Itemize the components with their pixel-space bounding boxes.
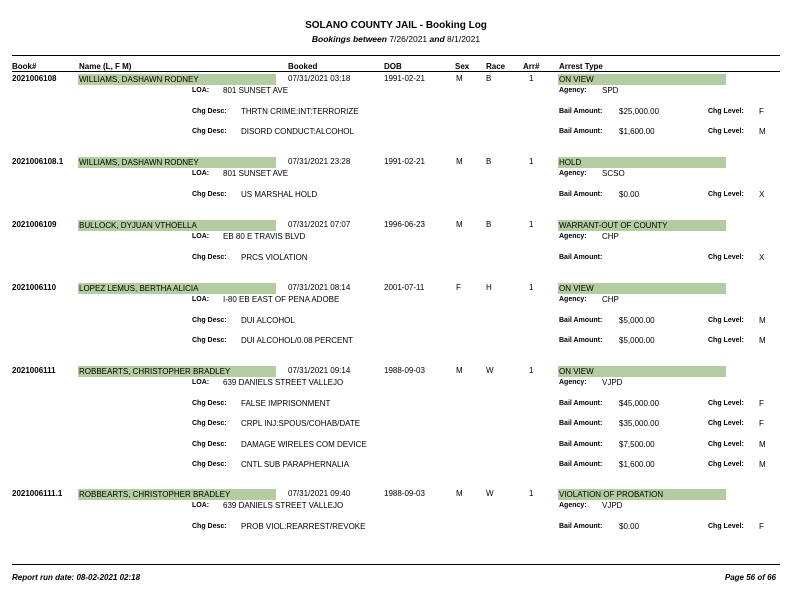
booked-datetime: 07/31/2021 03:18 (288, 74, 351, 83)
chg-level-label: Chg Level: (708, 254, 744, 261)
charge-level: M (759, 460, 766, 469)
race: W (486, 489, 494, 498)
inmate-name: ROBBEARTS, CHRISTOPHER BRADLEY (79, 367, 231, 376)
bail-amount: $1,600.00 (619, 460, 655, 469)
chg-level-label: Chg Level: (708, 461, 744, 468)
chg-desc-label: Chg Desc: (192, 254, 227, 261)
inmate-name: LOPEZ LEMUS, BERTHA ALICIA (79, 284, 199, 293)
agency-label: Agency: (559, 379, 587, 386)
location-of-arrest: 639 DANIELS STREET VALLEJO (223, 378, 344, 387)
chg-level-label: Chg Level: (708, 523, 744, 530)
charge-description: DISORD CONDUCT:ALCOHOL (241, 127, 354, 136)
book-number: 2021006111.1 (12, 489, 63, 498)
inmate-name: WILLIAMS, DASHAWN RODNEY (79, 75, 199, 84)
chg-desc-label: Chg Desc: (192, 108, 227, 115)
arrest-number: 1 (529, 283, 534, 292)
race: H (486, 283, 492, 292)
col-header-book: Book# (12, 62, 37, 71)
location-of-arrest: 801 SUNSET AVE (223, 169, 289, 178)
chg-desc-label: Chg Desc: (192, 400, 227, 407)
date-of-birth: 1991-02-21 (384, 74, 425, 83)
agency: CHP (602, 295, 619, 304)
book-number: 2021006111 (12, 366, 56, 375)
book-number: 2021006108.1 (12, 157, 64, 166)
charge-level: X (759, 253, 765, 262)
arrest-type: ON VIEW (559, 367, 594, 376)
loa-label: LOA: (192, 233, 210, 240)
bail-amount-label: Bail Amount: (559, 337, 603, 344)
inmate-name: BULLOCK, DYJUAN VTHOELLA (79, 221, 197, 230)
arrest-type: ON VIEW (559, 284, 594, 293)
charge-level: M (759, 336, 766, 345)
page-number: Page 56 of 66 (724, 573, 776, 582)
charge-level: F (759, 522, 764, 531)
inmate-name-highlight (78, 220, 276, 231)
chg-desc-label: Chg Desc: (192, 337, 227, 344)
arrest-number: 1 (529, 157, 534, 166)
charge-description: FALSE IMPRISONMENT (241, 399, 331, 408)
bail-amount-label: Bail Amount: (559, 128, 603, 135)
charge-description: DUI ALCOHOL/0.08 PERCENT (241, 336, 354, 345)
agency-label: Agency: (559, 502, 587, 509)
race: B (486, 220, 492, 229)
agency: VJPD (602, 378, 623, 387)
sex: M (456, 366, 463, 375)
arrest-number: 1 (529, 366, 534, 375)
loa-label: LOA: (192, 296, 210, 303)
bail-amount-label: Bail Amount: (559, 461, 603, 468)
bail-amount: $45,000.00 (619, 399, 660, 408)
charge-level: M (759, 316, 766, 325)
bail-amount: $7,500.00 (619, 440, 655, 449)
race: W (486, 366, 494, 375)
bail-amount: $0.00 (619, 190, 640, 199)
arrest-type-highlight (558, 157, 726, 168)
chg-desc-label: Chg Desc: (192, 191, 227, 198)
book-number: 2021006109 (12, 220, 57, 229)
sex: F (456, 283, 461, 292)
arrest-type-highlight (558, 366, 726, 377)
agency: CHP (602, 232, 619, 241)
chg-desc-label: Chg Desc: (192, 317, 227, 324)
bail-amount-label: Bail Amount: (559, 108, 603, 115)
arrest-type: ON VIEW (559, 75, 594, 84)
arrest-type: HOLD (559, 158, 582, 167)
book-number: 2021006110 (12, 283, 57, 292)
arrest-type-highlight (558, 74, 726, 85)
chg-level-label: Chg Level: (708, 337, 744, 344)
date-of-birth: 1991-02-21 (384, 157, 425, 166)
chg-level-label: Chg Level: (708, 420, 744, 427)
report-subtitle (0, 34, 792, 44)
bail-amount: $35,000.00 (619, 419, 660, 428)
col-header-sex: Sex (455, 62, 470, 71)
booked-datetime: 07/31/2021 23:28 (288, 157, 351, 166)
chg-level-label: Chg Level: (708, 441, 744, 448)
loa-label: LOA: (192, 379, 210, 386)
chg-level-label: Chg Level: (708, 108, 744, 115)
chg-desc-label: Chg Desc: (192, 523, 227, 530)
inmate-name: WILLIAMS, DASHAWN RODNEY (79, 158, 199, 167)
charge-level: X (759, 190, 765, 199)
charge-description: PROB VIOL:REARREST/REVOKE (241, 522, 366, 531)
booked-datetime: 07/31/2021 07:07 (288, 220, 351, 229)
agency-label: Agency: (559, 296, 587, 303)
charge-description: DUI ALCOHOL (241, 316, 295, 325)
charge-description: CNTL SUB PARAPHERNALIA (241, 460, 350, 469)
date-of-birth: 2001-07-11 (384, 283, 425, 292)
header-rule-bottom (12, 71, 780, 72)
arrest-type-highlight (558, 489, 726, 500)
col-header-arr: Arr# (523, 62, 540, 71)
charge-description: CRPL INJ:SPOUS/COHAB/DATE (241, 419, 361, 428)
loa-label: LOA: (192, 87, 210, 94)
bail-amount: $0.00 (619, 522, 640, 531)
inmate-name-highlight (78, 366, 276, 377)
arrest-type: VIOLATION OF PROBATION (559, 490, 664, 499)
col-header-dob: DOB (384, 62, 402, 71)
booked-datetime: 07/31/2021 09:14 (288, 366, 351, 375)
col-header-race: Race (486, 62, 506, 71)
agency: VJPD (602, 501, 623, 510)
race: B (486, 157, 492, 166)
loa-label: LOA: (192, 502, 210, 509)
agency-label: Agency: (559, 170, 587, 177)
chg-desc-label: Chg Desc: (192, 420, 227, 427)
charge-level: F (759, 419, 764, 428)
charge-description: THRTN CRIME:INT:TERRORIZE (241, 107, 359, 116)
charge-level: F (759, 399, 764, 408)
chg-desc-label: Chg Desc: (192, 441, 227, 448)
arrest-type: WARRANT-OUT OF COUNTY (559, 221, 668, 230)
agency: SPD (602, 86, 619, 95)
col-header-name: Name (L, F M) (79, 62, 132, 71)
chg-level-label: Chg Level: (708, 191, 744, 198)
date-of-birth: 1988-09-03 (384, 489, 425, 498)
sex: M (456, 157, 463, 166)
chg-level-label: Chg Level: (708, 128, 744, 135)
bail-amount: $5,000.00 (619, 316, 655, 325)
chg-level-label: Chg Level: (708, 317, 744, 324)
chg-desc-label: Chg Desc: (192, 461, 227, 468)
bail-amount: $1,600.00 (619, 127, 655, 136)
date-of-birth: 1988-09-03 (384, 366, 425, 375)
date-of-birth: 1996-06-23 (384, 220, 425, 229)
charge-description: PRCS VIOLATION (241, 253, 308, 262)
charge-description: US MARSHAL HOLD (241, 190, 318, 199)
subtitle-and: and (429, 34, 445, 44)
location-of-arrest: 639 DANIELS STREET VALLEJO (223, 501, 344, 510)
sex: M (456, 220, 463, 229)
charge-level: M (759, 127, 766, 136)
sex: M (456, 489, 463, 498)
charge-level: F (759, 107, 764, 116)
report-title: SOLANO COUNTY JAIL - Booking Log (305, 20, 487, 31)
inmate-name: ROBBEARTS, CHRISTOPHER BRADLEY (79, 490, 231, 499)
subtitle-prefix: Bookings between (311, 34, 387, 44)
chg-desc-label: Chg Desc: (192, 128, 227, 135)
col-header-arrest-type: Arrest Type (559, 62, 603, 71)
bail-amount-label: Bail Amount: (559, 441, 603, 448)
arrest-number: 1 (529, 220, 534, 229)
arrest-type-highlight (558, 220, 726, 231)
col-header-booked: Booked (288, 62, 318, 71)
bail-amount-label: Bail Amount: (559, 523, 603, 530)
race: B (486, 74, 492, 83)
bail-amount: $5,000.00 (619, 336, 655, 345)
bail-amount-label: Bail Amount: (559, 420, 603, 427)
arrest-number: 1 (529, 74, 534, 83)
bail-amount: $25,000.00 (619, 107, 660, 116)
location-of-arrest: EB 80 E TRAVIS BLVD (223, 232, 306, 241)
booked-datetime: 07/31/2021 09:40 (288, 489, 351, 498)
bail-amount-label: Bail Amount: (559, 191, 603, 198)
inmate-name-highlight (78, 157, 276, 168)
book-number: 2021006108 (12, 74, 57, 83)
agency-label: Agency: (559, 87, 587, 94)
inmate-name-highlight (78, 283, 276, 294)
location-of-arrest: I-80 EB EAST OF PENA ADOBE (223, 295, 340, 304)
header-rule-top (12, 55, 780, 56)
sex: M (456, 74, 463, 83)
booked-datetime: 07/31/2021 08:14 (288, 283, 351, 292)
date-from: 7/26/2021 (389, 34, 428, 44)
date-to: 8/1/2021 (447, 34, 481, 44)
bail-amount-label: Bail Amount: (559, 254, 603, 261)
bail-amount-label: Bail Amount: (559, 400, 603, 407)
agency: SCSO (602, 169, 625, 178)
arrest-number: 1 (529, 489, 534, 498)
bail-amount-label: Bail Amount: (559, 317, 603, 324)
arrest-type-highlight (558, 283, 726, 294)
agency-label: Agency: (559, 233, 587, 240)
chg-level-label: Chg Level: (708, 400, 744, 407)
inmate-name-highlight (78, 74, 276, 85)
report-run-date: Report run date: 08-02-2021 02:18 (12, 573, 141, 582)
charge-level: M (759, 440, 766, 449)
charge-description: DAMAGE WIRELES COM DEVICE (241, 440, 367, 449)
location-of-arrest: 801 SUNSET AVE (223, 86, 289, 95)
loa-label: LOA: (192, 170, 210, 177)
footer-rule (12, 564, 780, 565)
inmate-name-highlight (78, 489, 276, 500)
